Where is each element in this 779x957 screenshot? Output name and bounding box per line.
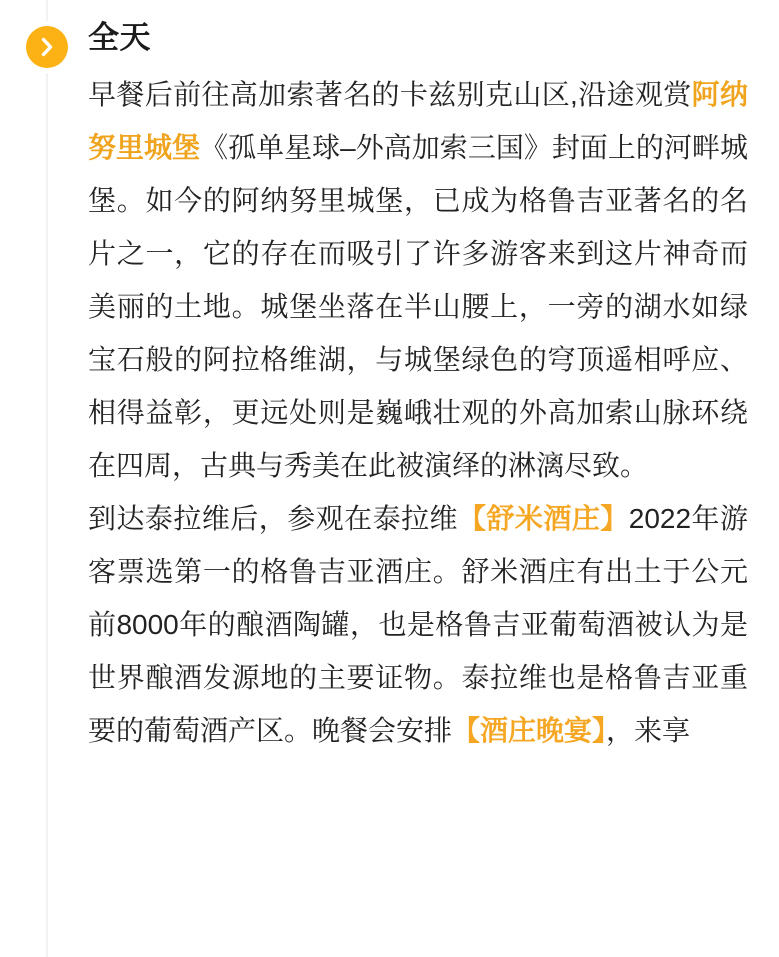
- paragraph-castle: [88, 68, 748, 492]
- winery-text-body: 2022年游客票选第一的格鲁吉亚酒庄。舒米酒庄有出土于公元前8000年的酿酒陶罐，也是格鲁吉亚葡萄酒被认为是世界酿酒发源地的主要证物。泰拉维也是格鲁吉亚重要的葡萄酒产区。晚餐会安排: [88, 503, 748, 746]
- page-title: 全天: [88, 20, 151, 55]
- castle-text-body: 《孤单星球–外高加索三国》封面上的河畔城堡。如今的阿纳努里城堡，已成为格鲁吉亚著名的名片之一，它的存在而吸引了许多游客来到这片神奇而美丽的土地。城堡坐落在半山腰上，一旁的湖水如绿宝石般的阿拉格维湖，与城堡绿色的穹顶遥相呼应、相得益彰，更远处则是巍峨壮观的外高加索山脉环绕在四周，古典与秀美在此被演绎的淋漓尽致。: [88, 132, 748, 481]
- chevron-right-icon: [26, 26, 68, 68]
- winery-text-lead: 到达泰拉维后，参观在泰拉维: [88, 503, 458, 534]
- winery-name-highlight: 【舒米酒庄】: [458, 503, 629, 534]
- castle-name-highlight: 阿纳努里城堡: [88, 79, 748, 163]
- timeline-rail: [46, 0, 48, 957]
- winery-text-tail: ，来享: [606, 715, 691, 746]
- castle-text-lead: 早餐后前往高加索著名的卡兹别克山区,沿途观赏: [88, 79, 692, 110]
- paragraph-winery: [88, 492, 748, 757]
- winery-dinner-highlight: 【酒庄晚宴】: [452, 715, 607, 746]
- itinerary-content: [88, 16, 748, 757]
